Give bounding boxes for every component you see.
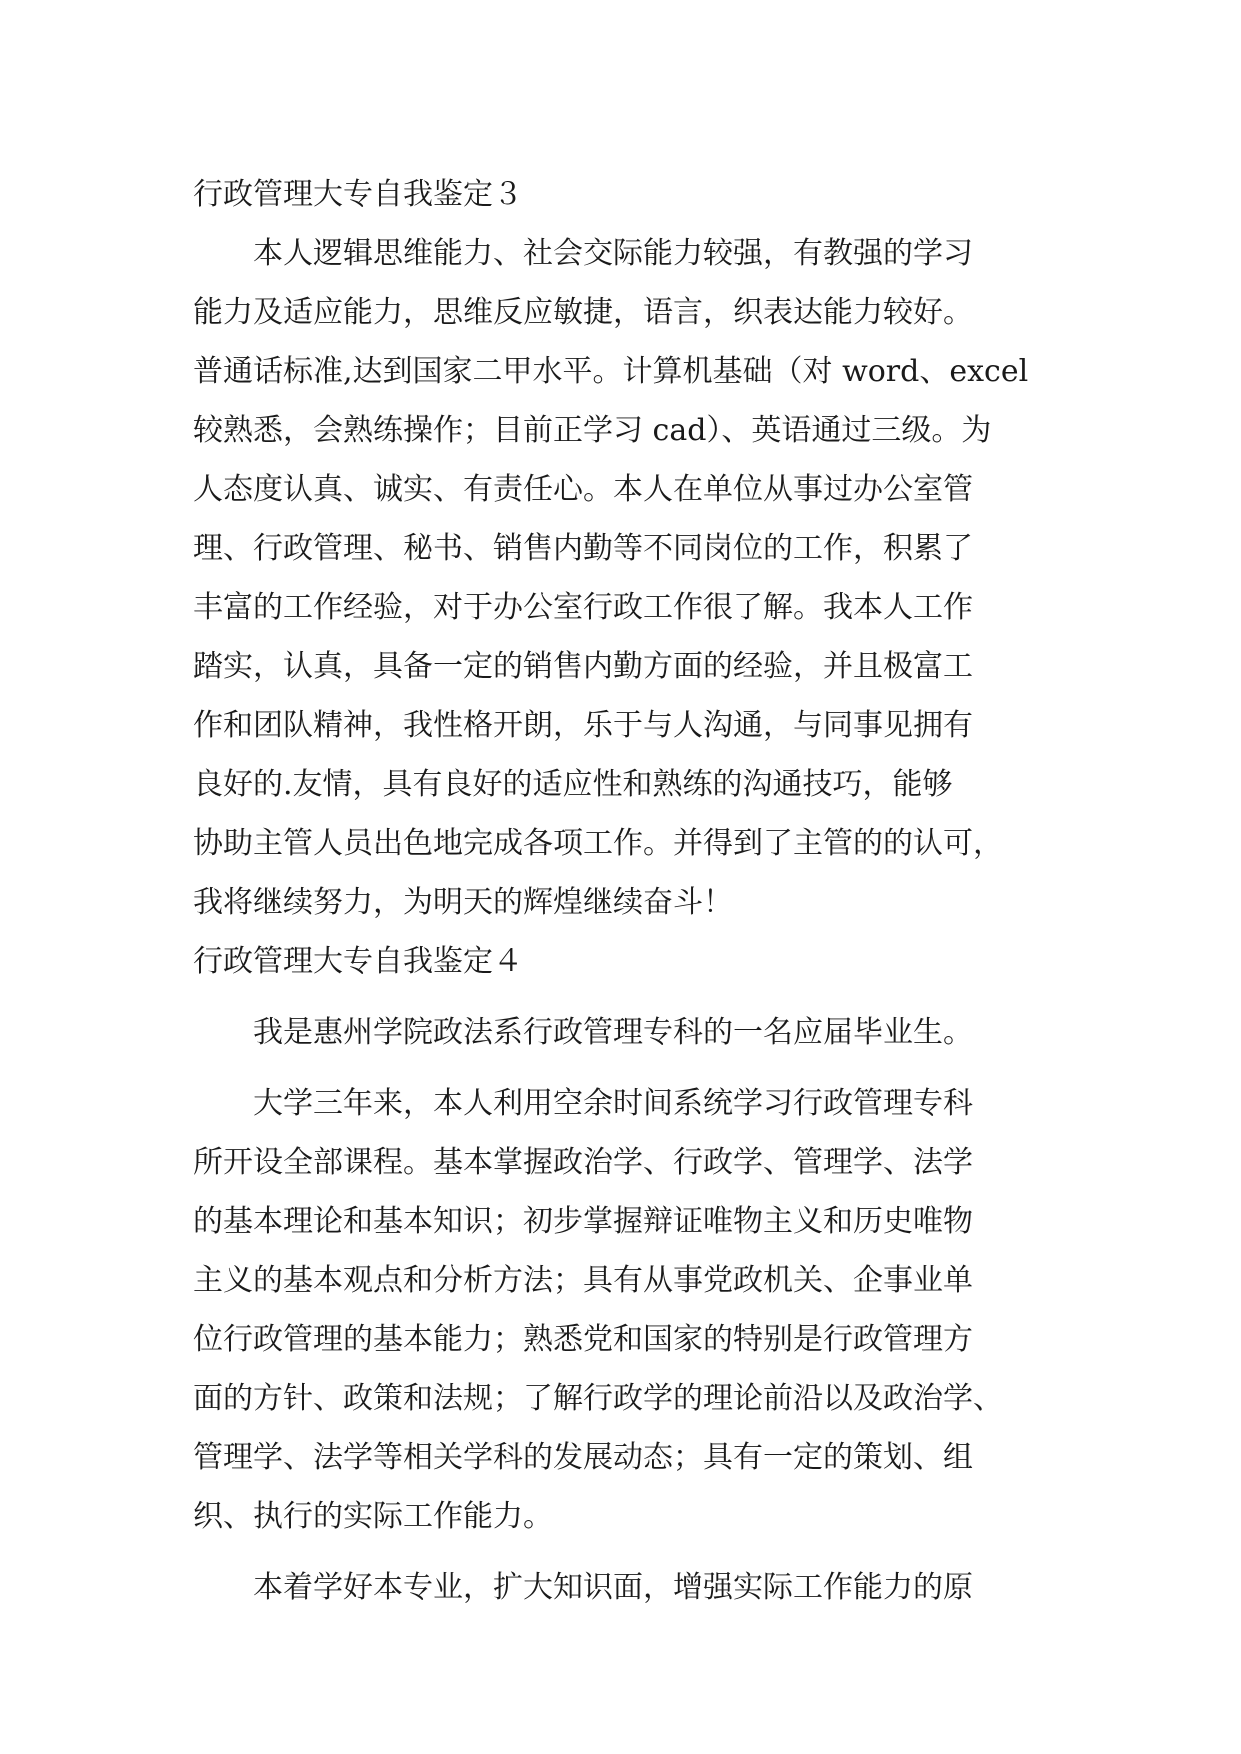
paragraph-line: 织、执行的实际工作能力。 bbox=[193, 1499, 553, 1534]
paragraph-line: 大学三年来，本人利用空余时间系统学习行政管理专科 bbox=[253, 1086, 973, 1121]
paragraph-line: 普通话标准,达到国家二甲水平。计算机基础（对 word、excel bbox=[193, 354, 1029, 389]
paragraph-line: 主义的基本观点和分析方法；具有从事党政机关、企事业单 bbox=[193, 1263, 973, 1298]
paragraph-line: 本人逻辑思维能力、社会交际能力较强，有教强的学习 bbox=[253, 236, 973, 271]
paragraph-line: 良好的.友情，具有良好的适应性和熟练的沟通技巧，能够 bbox=[193, 767, 953, 802]
paragraph-line: 理、行政管理、秘书、销售内勤等不同岗位的工作，积累了 bbox=[193, 531, 973, 566]
paragraph-line: 作和团队精神，我性格开朗，乐于与人沟通，与同事见拥有 bbox=[193, 708, 973, 743]
paragraph-line: 所开设全部课程。基本掌握政治学、行政学、管理学、法学 bbox=[193, 1145, 973, 1180]
section-title: 行政管理大专自我鉴定３ bbox=[193, 177, 523, 212]
paragraph-line: 较熟悉，会熟练操作；目前正学习 cad）、英语通过三级。为 bbox=[193, 413, 992, 448]
paragraph-line: 踏实，认真，具备一定的销售内勤方面的经验，并且极富工 bbox=[193, 649, 973, 684]
paragraph-line: 我是惠州学院政法系行政管理专科的一名应届毕业生。 bbox=[253, 1015, 973, 1050]
paragraph-line: 丰富的工作经验，对于办公室行政工作很了解。我本人工作 bbox=[193, 590, 973, 625]
paragraph-line: 的基本理论和基本知识；初步掌握辩证唯物主义和历史唯物 bbox=[193, 1204, 973, 1239]
paragraph-line: 位行政管理的基本能力；熟悉党和国家的特别是行政管理方 bbox=[193, 1322, 973, 1357]
paragraph-line: 能力及适应能力，思维反应敏捷，语言，织表达能力较好。 bbox=[193, 295, 973, 330]
paragraph-line: 本着学好本专业，扩大知识面，增强实际工作能力的原 bbox=[253, 1570, 973, 1605]
section-title: 行政管理大专自我鉴定４ bbox=[193, 944, 523, 979]
paragraph-line: 面的方针、政策和法规；了解行政学的理论前沿以及政治学、 bbox=[193, 1381, 1003, 1416]
paragraph-line: 我将继续努力，为明天的辉煌继续奋斗！ bbox=[193, 885, 733, 920]
document-body bbox=[193, 165, 1073, 1617]
paragraph-line: 管理学、法学等相关学科的发展动态；具有一定的策划、组 bbox=[193, 1440, 973, 1475]
paragraph-line: 人态度认真、诚实、有责任心。本人在单位从事过办公室管 bbox=[193, 472, 973, 507]
paragraph-line: 协助主管人员出色地完成各项工作。并得到了主管的的认可， bbox=[193, 826, 1003, 861]
